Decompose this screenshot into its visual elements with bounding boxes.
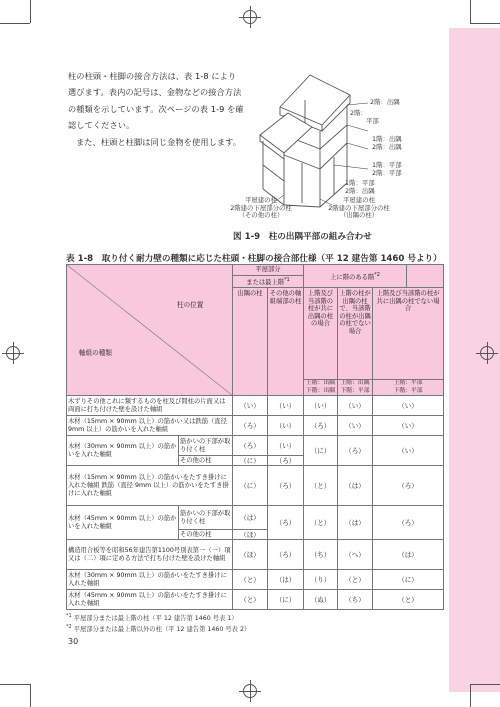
header-text: または最上階 (246, 279, 285, 287)
cell-value: （い） (304, 396, 338, 416)
footnote (66, 624, 250, 633)
figure-label: 平部 (366, 117, 379, 125)
intro-line: 選びます。表内の記号は、金物などの接合方法 (68, 87, 242, 98)
header-text: 下階：平部 (393, 387, 423, 394)
row-desc: 木材（45mm × 90mm 以上）の筋かいを入れた軸組 (67, 506, 179, 540)
header-text: 下階：出隅 (306, 387, 335, 394)
table-row (67, 466, 444, 506)
figure-label (318, 197, 400, 220)
header-text: 上階：出隅 (340, 380, 370, 387)
cell-value: （は） (338, 506, 373, 540)
cell-value: （と） (233, 590, 268, 610)
cell-value: （ろ） (233, 416, 268, 436)
cell-value: （い） (373, 436, 444, 466)
cell-value: （に） (233, 466, 268, 506)
cell-value: （ろ） (373, 466, 444, 506)
figure-label: 2階：出隅 (372, 143, 402, 151)
cell-value: （に） (268, 590, 304, 610)
figure-label: 2階：出隅 (345, 187, 375, 195)
cell-value: （と） (304, 506, 338, 540)
crop-mark (470, 0, 471, 23)
registration-mark (239, 680, 261, 702)
diagonal-line (67, 265, 232, 395)
header-blank (407, 265, 444, 288)
cell-value: （ろ） (268, 540, 304, 570)
cell-value: （い） (338, 396, 373, 416)
page-number: 30 (68, 637, 79, 646)
table-row (67, 416, 444, 436)
header-sub (304, 380, 338, 396)
crop-mark (470, 684, 471, 707)
header-text: 下階：平部 (340, 387, 370, 394)
crop-mark (470, 684, 500, 685)
table-caption: 表 1-8 取り付く耐力壁の種類に応じた柱頭・柱脚の接合部仕様（平 12 建告第 1460 号より） (66, 254, 442, 264)
row-subdesc: 筋かいの下部が取り付く柱 (179, 506, 233, 530)
figure-label: （その他の柱） (238, 211, 284, 219)
intro-line: 認してください。 (68, 120, 135, 131)
header-text: 上階：出隅 (306, 380, 335, 387)
figure-label: 1階：出隅 (372, 135, 402, 143)
header-group-top (233, 265, 304, 276)
cell-value: （に） (304, 436, 338, 466)
footnote-text: 平屋部分または最上階以外の柱（平 12 建告第 1460 号表 2） (73, 626, 251, 634)
cell-value: （は） (338, 466, 373, 506)
cell-value: （は） (268, 570, 304, 590)
footnote (66, 613, 238, 622)
cell-value: （ろ） (338, 436, 373, 466)
figure-caption: 図 1-9 柱の出隅平部の組み合わせ (233, 232, 372, 242)
figure-label (220, 197, 302, 220)
header-text: 平屋部分 (255, 266, 281, 273)
figure-label: 平屋建の柱 (343, 196, 375, 204)
row-desc: 木材（15mm × 90mm 以上）の筋かい又は鉄筋（直径 9mm 以上）の筋かいを入れた軸組 (67, 416, 233, 436)
figure-label: 2階：平部 (372, 169, 402, 177)
header-sub (373, 380, 444, 396)
cell-value: （ろ） (268, 466, 304, 506)
cell-value: （と） (373, 590, 444, 610)
joint-spec-table (66, 264, 444, 610)
intro-line: の種類を示しています。次ページの表 1-9 を確 (68, 103, 244, 114)
header-text: 上に階のある階 (330, 273, 375, 281)
row-subdesc: その他の柱 (179, 456, 233, 466)
cell-value: （い） (268, 396, 304, 416)
figure-label: （出隅の柱） (339, 211, 379, 219)
cell-value: （ろ） (373, 506, 444, 540)
header-text: 上階：平部 (393, 380, 423, 387)
crop-mark (30, 684, 31, 707)
crop-mark (30, 0, 31, 23)
figure-label: 2階： (350, 109, 367, 117)
cell-value: （ろ） (233, 436, 268, 456)
cell-value: （ほ） (233, 530, 268, 540)
footnote-text: 平屋部分または最上階の柱（平 12 建告第 1460 号表 1） (73, 615, 238, 623)
footnote-mark: *1 (284, 277, 290, 283)
cell-value: （に） (233, 456, 268, 466)
crop-mark (470, 23, 500, 24)
row-subdesc: 筋かいの下部が取り付く柱 (179, 436, 233, 456)
table-row (67, 396, 444, 416)
row-desc: 木ずりその他これに類するものを柱及び間柱の片面又は両面に打ち付けた壁を設けた軸組 (67, 396, 233, 416)
table-row (67, 570, 444, 590)
figure-label: 2階建の下屋部分の柱 (328, 203, 390, 212)
cell-value: （い） (268, 416, 304, 436)
cell-value: （は） (233, 506, 268, 530)
cell-value: （ち） (304, 540, 338, 570)
intro-line: また、柱頭と柱脚は同じ金物を使用します。 (76, 136, 242, 147)
cell-value: （と） (304, 466, 338, 506)
cell-value: （は） (373, 540, 444, 570)
row-desc: 木材（30mm × 90mm 以上）の筋かいを入れた軸組 (67, 436, 179, 466)
cell-value: （へ） (338, 540, 373, 570)
crop-mark (0, 684, 30, 685)
cell-value: （ぬ） (304, 590, 338, 610)
header-col-neither: 上階及び当該階の柱が共に出隅の柱でない場合 (373, 288, 444, 380)
row-desc: 木材（15mm × 90mm 以上）の筋かいをたすき掛けに入れた軸組 鉄筋（直径 9mm 以上）の筋かいをたすき掛けに入れた軸組 (67, 466, 233, 506)
table-row (67, 436, 444, 456)
cell-value: （り） (304, 570, 338, 590)
row-desc: 構造用合板等を昭和56年建告第1100号別表第一（一）項又は（二）項に定める方法で打ち付けた壁を設けた軸組 (67, 540, 233, 570)
table-row (67, 540, 444, 570)
header-group-top-b (233, 276, 304, 288)
row-subdesc: その他の柱 (179, 530, 233, 540)
table-row (67, 590, 444, 610)
cell-value: （い） (268, 436, 304, 456)
figure-label: 1階：平部 (372, 161, 402, 169)
footnote-mark: *2 (66, 624, 72, 630)
cell-value: （ろ） (268, 506, 304, 540)
cell-value: （い） (373, 396, 444, 416)
figure-label: 2階建の下屋部分の柱 (230, 203, 292, 212)
row-desc: 木材（45mm × 90mm 以上）の筋かいをたすき掛けに入れた軸組 (67, 590, 233, 610)
header-col-other: その他の軸組端部の柱 (268, 288, 304, 396)
cell-value: （い） (338, 416, 373, 436)
crop-mark (0, 23, 30, 24)
figure-label: 1階：平部 (345, 179, 375, 187)
cell-value: （ろ） (304, 416, 338, 436)
figure-label: 平屋建の柱 (245, 196, 277, 204)
cell-value: （ろ） (268, 456, 304, 466)
figure-label: 2階：出隅 (370, 98, 400, 106)
intro-paragraph (68, 68, 268, 150)
cell-value: （と） (233, 570, 268, 590)
registration-mark (476, 342, 498, 364)
footnote-mark: *2 (374, 271, 380, 278)
registration-mark (2, 342, 24, 364)
header-col-upper-corner: 上階の柱が出隅の柱で、当該階の柱が出隅の柱でない場合 (338, 288, 373, 380)
header-sub (338, 380, 373, 396)
header-group-upper (304, 265, 407, 288)
cell-value: （に） (373, 570, 444, 590)
cell-value: （ほ） (233, 540, 268, 570)
registration-mark (239, 6, 261, 28)
diagonal-header-cell (67, 265, 233, 396)
table-row (67, 506, 444, 530)
kind-label: 軸組の種類 (79, 349, 112, 357)
cell-value: （い） (233, 396, 268, 416)
cell-value: （と） (338, 570, 373, 590)
intro-line: 柱の柱頭・柱脚の接合方法は、表 1-8 により (68, 71, 237, 81)
header-col-corner: 出隅の柱 (233, 288, 268, 396)
cell-value: （ち） (338, 590, 373, 610)
header-col-both-corner: 上階及び当該階の柱が共に出隅の柱の場合 (304, 288, 338, 380)
position-label: 柱の位置 (177, 301, 204, 309)
row-desc: 木材（30mm × 90mm 以上）の筋かいをたすき掛けに入れた軸組 (67, 570, 233, 590)
footnote-mark: *1 (66, 613, 72, 619)
cell-value: （い） (373, 416, 444, 436)
